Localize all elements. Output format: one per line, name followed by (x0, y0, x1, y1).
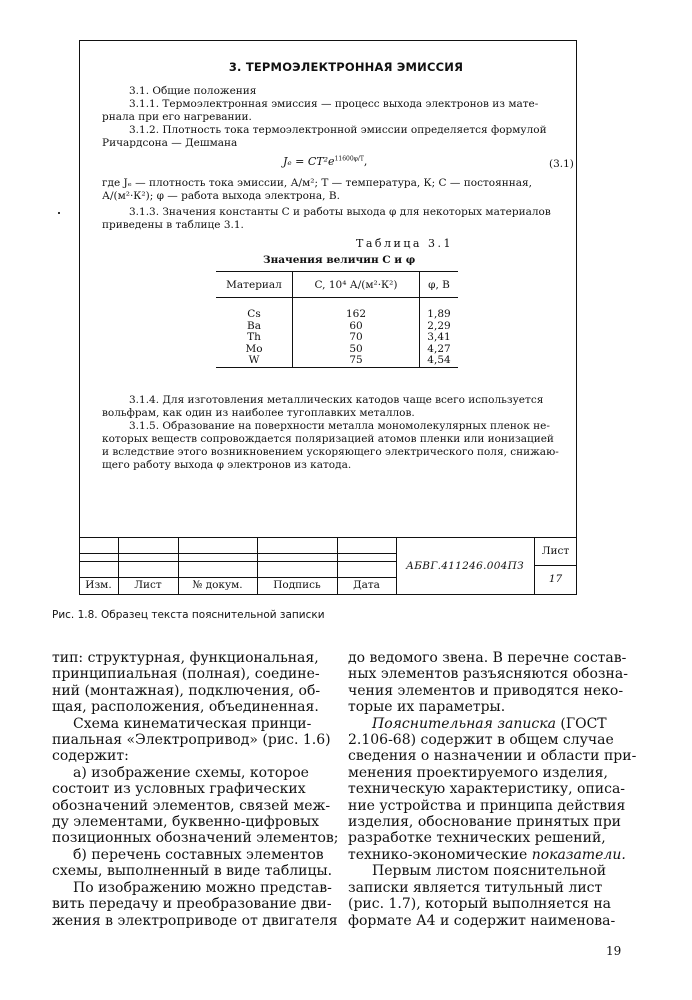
table-header-row (216, 272, 458, 298)
cell-c: 75 (293, 355, 420, 367)
formula-tail: , (363, 155, 368, 168)
note-line: 3.1.4. Для изготовления металлических катодов чаще всего используется (129, 394, 544, 406)
note-line: А/(м²·К²); φ — работа выхода электрона, В. (102, 190, 340, 202)
text-line: ний (монтажная), подключения, об- (52, 682, 321, 699)
note-line: 3.1.5. Образование на поверхности металла мономолекулярных пленок не- (129, 420, 550, 432)
text-line: содержит: (52, 748, 129, 765)
table-row (216, 309, 458, 321)
cell-phi: 1,89 (420, 309, 459, 321)
note-line: которых веществ сопровождается поляризацией атомов пленки или ионизацией (102, 433, 554, 445)
cell-c: 50 (293, 344, 420, 356)
text-line: Схема кинематическая принци- (73, 715, 312, 732)
text-line: Первым листом пояснительной (372, 863, 607, 880)
text-line: обозначений элементов, связей меж- (52, 797, 331, 814)
document-number: АБВГ.411246.004ПЗ (406, 560, 524, 572)
page-number: 19 (606, 944, 622, 958)
text-line: торые их параметры. (348, 699, 506, 716)
text-line: б) перечень составных элементов (73, 846, 324, 863)
cell-c: 60 (293, 321, 420, 333)
stamp-col-label: Подпись (273, 579, 321, 591)
note-line: где Jₑ — плотность тока эмиссии, А/м²; T — температура, К; C — постоянная, (102, 177, 532, 189)
stamp-col-label: Изм. (85, 579, 112, 591)
note-line: Ричардсона — Дешмана (102, 137, 238, 149)
values-table (216, 271, 458, 368)
text-line: чения элементов и приводятся неко- (348, 682, 624, 699)
cell-material: Mo (245, 342, 263, 355)
note-line: 3.1.1. Термоэлектронная эмиссия — процесс выхода электронов из мате- (129, 98, 539, 110)
text-line (348, 847, 636, 863)
formula-exponent: 11600φ/T (334, 155, 364, 163)
right-column (348, 650, 636, 929)
sheet-number: 17 (548, 573, 563, 585)
text-line: жения в электроприводе от двигателя (52, 912, 338, 929)
sheet-label: Лист (541, 545, 570, 557)
note-line: 3.1.2. Плотность тока термоэлектронной эмиссии определяется формулой (129, 124, 547, 136)
note-line: вольфрам, как один из наиболее тугоплавких металлов. (102, 407, 415, 419)
stamp-line (79, 561, 396, 562)
text-fragment: технико-экономические (348, 846, 532, 863)
text-line: пиальная «Электропривод» (рис. 1.6) (52, 732, 331, 749)
text-line: ду элементами, буквенно-цифровых (52, 814, 320, 831)
column-header: φ, В (420, 272, 459, 298)
stamp-col-label: Лист (134, 579, 162, 591)
text-line: 2.106-68) содержит в общем случае (348, 732, 614, 749)
text-line: записки является титульный лист (348, 879, 603, 896)
text-line: ние устройства и принципа действия (348, 797, 626, 814)
table-caption: Таблица 3.1 (356, 237, 453, 250)
cell-phi: 3,41 (420, 332, 459, 344)
section-title: 3. ТЕРМОЭЛЕКТРОННАЯ ЭМИССИЯ (228, 60, 464, 74)
table-title: Значения величин C и φ (263, 254, 416, 266)
text-line: вить передачу и преобразование дви- (52, 896, 332, 913)
text-line: тип: структурная, функциональная, (52, 650, 319, 666)
text-line: формате А4 и содержит наименова- (348, 912, 616, 929)
text-line: ных элементов разъясняются обозна- (348, 666, 628, 683)
italic-term: Пояснительная записка (372, 715, 556, 732)
note-line: щего работу выхода φ электронов из катода. (102, 459, 352, 471)
text-line: позиционных обозначений элементов; (52, 830, 339, 847)
text-line: схемы, выполненный в виде таблицы. (52, 863, 333, 880)
text-line: до ведомого звена. В перечне состав- (348, 650, 627, 666)
text-line: изделия, обоснование принятых при (348, 814, 621, 831)
note-line: приведены в таблице 3.1. (102, 219, 244, 231)
note-line: и вследствие этого возникновением ускоряющего электрического поля, снижаю- (102, 446, 559, 458)
table-row (216, 355, 458, 367)
formula-base: Jₑ = CT²e (283, 155, 335, 168)
scan-speck (58, 212, 60, 214)
text-line: (рис. 1.7), который выполняется на (348, 896, 612, 913)
text-line (348, 716, 636, 732)
text-fragment: (ГОСТ (555, 715, 607, 732)
cell-material: W (216, 355, 293, 367)
text-line: сведения о назначении и области при- (348, 748, 637, 765)
note-line: 3.1.3. Значения константы C и работы выхода φ для некоторых материалов (129, 206, 551, 218)
text-line: принципиальная (полная), соедине- (52, 666, 320, 683)
cell-material: Cs (247, 308, 261, 320)
richardson-formula (283, 155, 367, 168)
stamp-line (79, 577, 396, 578)
cell-phi: 4,27 (420, 344, 459, 356)
cell-c: 70 (293, 332, 420, 344)
stamp-line (79, 553, 396, 554)
stamp-line (79, 537, 577, 538)
left-column (52, 650, 339, 929)
italic-term: показатели. (531, 846, 626, 863)
text-line: разработке технических решений, (348, 830, 606, 847)
text-line: менения проектируемого изделия, (348, 764, 608, 781)
column-header: Материал (216, 272, 293, 298)
note-line: рнала при его нагревании. (102, 111, 252, 123)
text-line: состоит из условных графических (52, 781, 306, 798)
cell-phi: 2,29 (420, 321, 459, 333)
figure-caption: Рис. 1.8. Образец текста пояснительной записки (52, 609, 325, 621)
table-row (216, 332, 458, 344)
text-line: техническую характеристику, описа- (348, 781, 626, 798)
column-header: C, 10⁴ А/(м²·К²) (293, 272, 420, 298)
text-line: а) изображение схемы, которое (73, 764, 309, 781)
note-line: 3.1. Общие положения (129, 85, 257, 97)
cell-material: Ba (247, 319, 261, 332)
cell-material: Th (247, 331, 261, 343)
stamp-col-label: № докум. (192, 579, 243, 591)
cell-phi: 4,54 (420, 355, 459, 367)
stamp-col-label: Дата (353, 579, 380, 591)
text-line: щая, расположения, объединенная. (52, 699, 319, 716)
text-line: По изображению можно представ- (73, 879, 332, 896)
cell-c: 162 (293, 309, 420, 321)
equation-number: (3.1) (549, 158, 574, 170)
stamp-line (534, 565, 577, 566)
